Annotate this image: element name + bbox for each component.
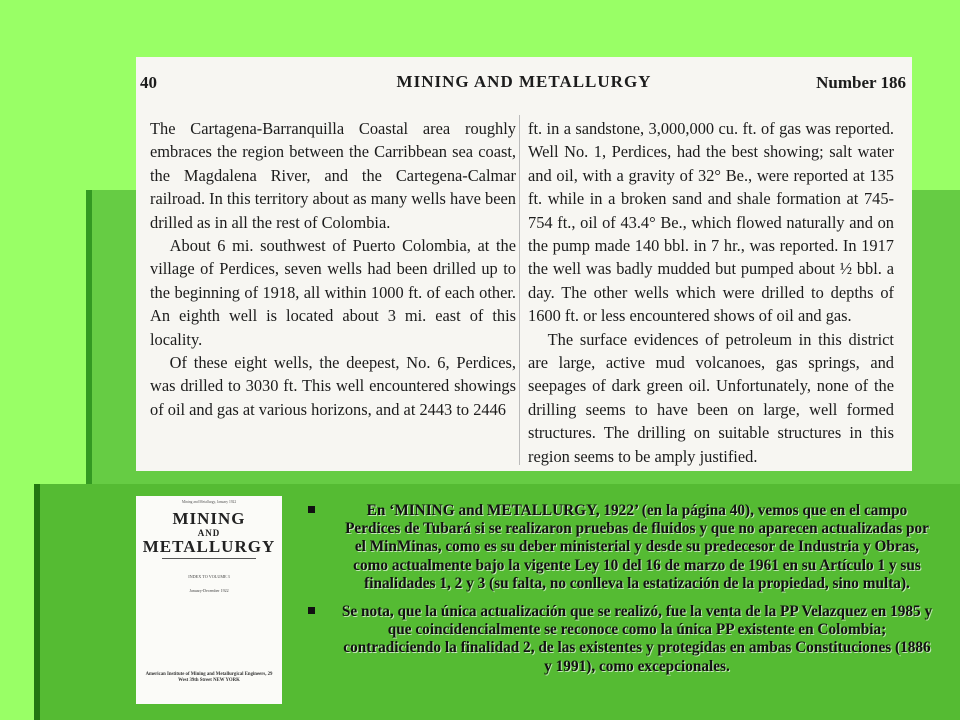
magazine-cover-image [136,496,282,704]
scan-header [136,71,912,97]
cover-title [136,510,282,556]
bullet-item [306,603,936,676]
cover-issue-text: January-December 1922 [189,588,229,593]
scan-right-column [528,117,894,468]
scan-left-column [150,117,516,421]
scan-paragraph: The Cartagena-Barranquilla Coastal area roughly embraces the region between the Carribbean sea coast, the Magdalena River, and the Cartegena-Calmar railroad. In this territory about as many wells have been drilled as in all the rest of Colombia. [150,119,516,232]
cover-index-text: INDEX TO VOLUME 3 [188,574,230,579]
bullet-text: Se nota, que la única actualización que se realizó, fue la venta de la PP Velazquez en 1985 y que coincidencialmente se reconoce como la única PP existente en Colombia; contradiciendo la finalidad 2, de las existentes y protegidas en ambas Constituciones (1886 y 1991), como excepcionales. [341,603,933,675]
scan-paragraph: About 6 mi. southwest of Puerto Colombia, at the village of Perdices, seven wells had been drilled up to the beginning of 1918, all within 1000 ft. of each other. An eighth well is located about 3 mi. east of this locality. [150,236,516,349]
bullet-text: En ‘MINING and METALLURGY, 1922’ (en la página 40), vemos que en el campo Perdices de Tubará si se realizaron pruebas de fluidos y que no aparecen actualizadas por el MinMinas, como es su deber ministerial y desde su predecesor de Industria y Obras, como actualmente bajo la vigente Ley 10 del 16 de marzo de 1961 en su Artículo 1 y sus finalidades 1, 2 y 3 (su falta, no conlleva la estatización de la propiedad, sino multa). [345,502,929,592]
cover-title-line1: MINING [172,509,246,528]
bullet-item [306,502,936,593]
scan-paragraph: Of these eight wells, the deepest, No. 6, Perdices, was drilled to 3030 ft. This well encountered showings of oil and gas at various horizons, and at 2443 to 2446 [150,353,516,419]
scan-column-divider [519,115,520,465]
scan-paragraph: The surface evidences of petroleum in this district are large, active mud volcanoes, gas springs, and seepages of dark green oil. Unfortunately, none of the drilling seems to have been on large, well formed structures. The drilling on suitable structures in this region seems to be amply justified. [528,329,894,466]
cover-title-line2: METALLURGY [142,537,276,556]
cover-rule [162,558,256,559]
scan-issue-number: Number 186 [816,73,906,92]
square-bullet-icon [308,607,315,614]
bullet-list [306,502,936,686]
cover-top-text: Mining and Metallurgy, January 1922 [181,500,237,504]
cover-publisher: American Institute of Mining and Metallurgical Engineers, 29 West 39th Street NEW YORK [145,672,273,683]
cover-title-and: AND [197,528,221,538]
scan-paragraph: ft. in a sandstone, 3,000,000 cu. ft. of gas was reported. Well No. 1, Perdices, had the best showing; salt water and oil, with a gravity of 32° Be., were reported at 135 ft. while in a broken sand and shale formation at 745-754 ft., oil of 43.4° Be., which flowed naturally and on the pump made 140 bbl. in 7 hr., was reported. In 1917 the well was badly mudded but pumped about ½ bbl. a day. The other wells which were drilled to depths of 1600 ft. or less encountered shows of oil and gas. [528,119,894,326]
scanned-page-image [136,57,912,471]
square-bullet-icon [308,506,315,513]
scan-page-number: 40 [140,73,157,92]
scan-title: MINING AND METALLURGY [396,72,652,91]
background-band-lower-edge [34,484,40,720]
